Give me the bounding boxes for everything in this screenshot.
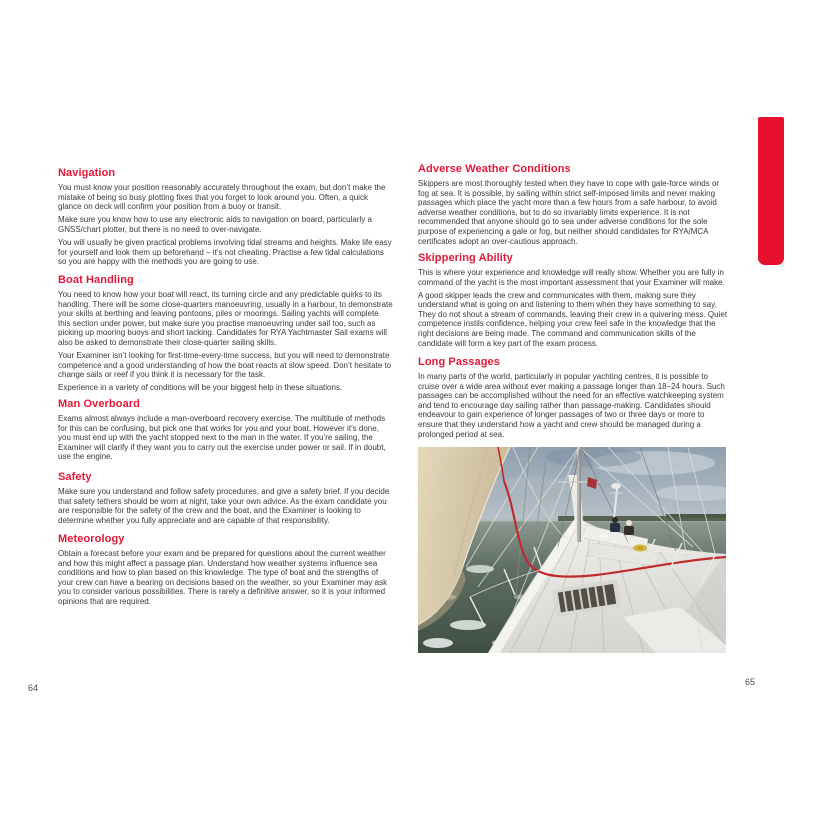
section-safety xyxy=(58,471,393,529)
paragraph: Make sure you know how to use any electronic aids to navigation on board, particularly a GNSS/chart plotter, but there is no need to over-navigate. xyxy=(58,215,372,234)
chapter-edge-tab xyxy=(758,117,784,265)
paragraph: Make sure you understand and follow safety procedures, and give a safety brief. If you decide that safety tethers should be worn at night, take your own advice. As the exam candidate you are responsible for the safety of the crew and the boat, and the Examiner is looking to determine whether you fully appreciate and are capable of that responsibility. xyxy=(58,487,390,525)
paragraph: Obtain a forecast before your exam and be prepared for questions about the current weather and how this might affect a passage plan. Understand how weather systems influence sea conditions and how to plan based on this knowledge. The type of boat and the strengths of your crew can have a bearing on decisions based on the weather, so your Examiner may ask you to consider various possibilities. There is rarely a definitive answer, so it is your informed opinions that are required. xyxy=(58,549,388,606)
section-heading: Safety xyxy=(58,471,92,483)
paragraph: This is where your experience and knowledge will really show. Whether you are fully in command of the yacht is the most important assessment that your Examiner will make. xyxy=(418,268,725,287)
section-heading: Boat Handling xyxy=(58,274,134,286)
paragraph: Exams almost always include a man-overboard recovery exercise. The multitude of methods for this can be confusing, but pick one that works for you and your boat. However it’s done, you must end up with the yacht stopped next to the man in the water. If you’re sailing, the Examiner will clarify if they want you to carry out the exercise under power or sail. If in doubt, use the engine. xyxy=(58,414,386,462)
paragraph: In many parts of the world, particularly in popular yachting centres, it is possible to cruise over a wide area without ever making a passage longer than 18–24 hours. Such passages can be accomplished without the need for an effective watchkeeping system and tend to encourage day sailing rather than passage-making. Candidates should endeavour to gain experience of longer passages of two or three days or more to ensure that they understand how a yacht and crew should be managed during a prolonged period at sea. xyxy=(418,372,725,439)
section-boat-handling xyxy=(58,274,393,396)
paragraph: A good skipper leads the crew and communicates with them, making sure they understand what is going on and listening to them when they have something to say. They do not shout a stream of commands, leaving their crew in a quivering mess. Quiet competence instils confidence, helping your crew feel safe in the knowledge that the right decisions are being made. The command and communication skills of the candidate will form a key part of the exam process. xyxy=(418,290,728,348)
section-adverse-weather xyxy=(418,163,730,250)
section-meteorology xyxy=(58,533,393,610)
section-long-passages xyxy=(418,356,730,443)
section-heading: Long Passages xyxy=(418,356,500,368)
paragraph: Experience in a variety of conditions will be your biggest help in these situations. xyxy=(58,383,343,393)
paragraph: You will usually be given practical problems involving tidal streams and heights. Make life easy for yourself and look them up beforehand – it’s not cheating. Practise a few tidal calculations so you are happy with the methods you are going to use. xyxy=(58,237,392,267)
section-heading: Navigation xyxy=(58,167,116,179)
section-heading: Meteorology xyxy=(58,533,125,545)
section-man-overboard xyxy=(58,398,393,465)
paragraph: Your Examiner isn’t looking for first-time-every-time success, but you will need to demonstrate competence and a good understanding of how the boat reacts at slow speed. Don’t hesitate to change sails or reef if you think it is necessary for the task. xyxy=(58,351,392,380)
paragraph: You need to know how your boat will react, its turning circle and any predictable quirks to its handling. There will be some close-quarters manoeuvring, usually in a harbour, to demonstrate your skills at berthing and leaving pontoons, piles or moorings. Sailing yachts will complete this section under power, but make sure you practise manoeuvring under sail too, such as picking up mooring buoys and short tacking. Candidates for RYA Yachtmaster Sail exams will also be asked to demonstrate their close-quarter sailing skills. xyxy=(58,290,393,347)
page-number-left: 64 xyxy=(28,683,39,693)
section-heading: Man Overboard xyxy=(58,398,140,410)
paragraph: Skippers are most thoroughly tested when they have to cope with gale-force winds or fog at sea. It is possible, by sailing within strict self-imposed limits and never making passages which place the yacht more than a few hours from a safe harbour, to avoid adverse weather conditions, but to do so invariably limits experience. It is not recommended that anyone should go to sea under adverse conditions for the sole purpose of experiencing a gale or fog, but neither should candidates for RYA/MCA certificates adopt an over-cautious approach. xyxy=(418,179,720,246)
section-navigation xyxy=(58,167,393,270)
section-skippering-ability xyxy=(418,252,730,352)
page-number-right: 65 xyxy=(745,677,756,687)
section-heading: Skippering Ability xyxy=(418,252,513,264)
yacht-deck-photo xyxy=(418,447,726,653)
section-heading: Adverse Weather Conditions xyxy=(418,163,571,175)
paragraph: You must know your position reasonably accurately throughout the exam, but don’t make the mistake of being so busy plotting fixes that you forget to look around you. Often, a quick glance on deck will confirm your position from a buoy or transit. xyxy=(58,183,386,212)
